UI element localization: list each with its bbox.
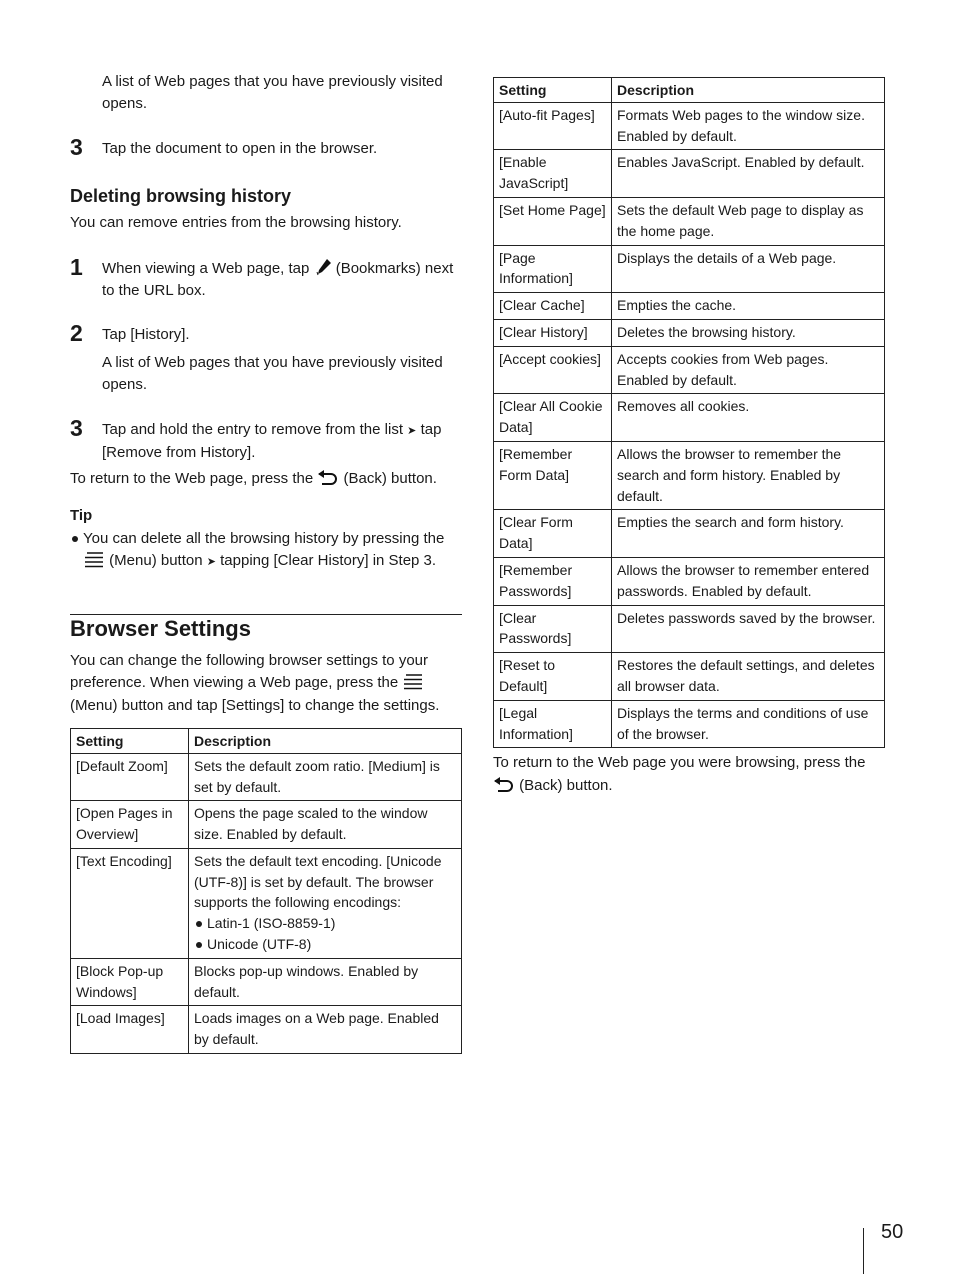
step bbox=[70, 320, 462, 396]
tip-mid: (Menu) button bbox=[109, 552, 203, 570]
setting-cell: [Legal Information] bbox=[494, 700, 612, 748]
description-cell bbox=[612, 510, 885, 558]
description-cell bbox=[612, 150, 885, 198]
step-text bbox=[102, 419, 462, 465]
right-column bbox=[493, 77, 885, 797]
tip-post: tapping [Clear History] in Step 3. bbox=[220, 552, 437, 570]
setting-cell: [Clear All Cookie Data] bbox=[494, 394, 612, 442]
table-row bbox=[71, 958, 462, 1006]
setting-cell: [Page Information] bbox=[494, 245, 612, 293]
description-text: Restores the default settings, and deletes all browser data. bbox=[617, 657, 875, 694]
page-number: 50 bbox=[881, 1221, 904, 1243]
right-return-pre: To return to the Web page you were browsing, press the bbox=[493, 754, 866, 772]
tip-pre: You can delete all the browsing history by pressing the bbox=[83, 529, 445, 547]
table-row bbox=[494, 346, 885, 394]
table-header-row bbox=[494, 78, 885, 103]
description-text: Sets the default text encoding. [Unicode (UTF-8)] is set by default. The browser supports the following encodings: bbox=[194, 852, 442, 911]
description-text: Sets the default zoom ratio. [Medium] is set by default. bbox=[194, 757, 440, 795]
description-text: Displays the details of a Web page. bbox=[617, 249, 837, 266]
description-text: Displays the terms and conditions of use of the browser. bbox=[617, 704, 869, 742]
back-icon bbox=[493, 776, 515, 793]
settings-table-right bbox=[493, 77, 885, 748]
table-row bbox=[494, 557, 885, 605]
page-number-divider bbox=[863, 1228, 864, 1274]
encoding-bullet: Unicode (UTF-8) bbox=[194, 934, 456, 955]
setting-cell: [Clear Form Data] bbox=[494, 510, 612, 558]
header-description: Description bbox=[189, 728, 462, 753]
description-cell bbox=[189, 801, 462, 849]
step-number: 3 bbox=[70, 133, 83, 160]
intro-text: A list of Web pages that you have previously visited opens. bbox=[102, 73, 443, 113]
step-text-pre: Tap and hold the entry to remove from the list bbox=[102, 420, 403, 438]
back-icon bbox=[317, 469, 339, 486]
description-cell bbox=[612, 245, 885, 293]
table-row bbox=[494, 293, 885, 320]
table-row bbox=[494, 653, 885, 701]
description-cell bbox=[612, 441, 885, 509]
table-row bbox=[494, 102, 885, 150]
table-row bbox=[71, 848, 462, 958]
encoding-bullet: Latin-1 (ISO-8859-1) bbox=[194, 913, 456, 934]
right-return-post: (Back) button. bbox=[519, 776, 613, 794]
table-row bbox=[71, 753, 462, 801]
description-text: Loads images on a Web page. Enabled by default. bbox=[194, 1010, 439, 1048]
description-text: Deletes the browsing history. bbox=[617, 323, 796, 340]
right-return-note bbox=[493, 752, 885, 797]
step bbox=[70, 414, 462, 465]
step-number: 2 bbox=[70, 320, 83, 347]
settings-intro bbox=[70, 650, 462, 717]
description-text: Empties the search and form history. bbox=[617, 514, 844, 531]
step-text bbox=[102, 258, 462, 303]
description-cell bbox=[189, 753, 462, 801]
browser-settings-heading: Browser Settings bbox=[70, 615, 251, 641]
description-text: Removes all cookies. bbox=[617, 398, 750, 415]
description-cell bbox=[612, 605, 885, 653]
header-setting: Setting bbox=[494, 78, 612, 103]
setting-cell: [Remember Passwords] bbox=[494, 557, 612, 605]
description-cell bbox=[189, 848, 462, 958]
step-text: Tap the document to open in the browser. bbox=[102, 139, 378, 157]
setting-cell: [Open Pages in Overview] bbox=[71, 801, 189, 849]
setting-cell: [Clear Passwords] bbox=[494, 605, 612, 653]
step-text-post: tap [Remove from History]. bbox=[102, 420, 442, 462]
table-row bbox=[71, 801, 462, 849]
description-cell bbox=[612, 700, 885, 748]
setting-cell: [Reset to Default] bbox=[494, 653, 612, 701]
description-text: Opens the page scaled to the window size. Enabled by default. bbox=[194, 805, 428, 843]
description-cell bbox=[612, 197, 885, 245]
description-text: Allows the browser to remember the search and form history. Enabled by default. bbox=[617, 445, 842, 504]
table-row bbox=[494, 197, 885, 245]
table-row bbox=[71, 1006, 462, 1054]
setting-cell: [Clear History] bbox=[494, 319, 612, 346]
header-description: Description bbox=[612, 78, 885, 103]
description-text: Blocks pop-up windows. Enabled by default. bbox=[194, 962, 419, 1000]
description-text: Allows the browser to remember entered passwords. Enabled by default. bbox=[617, 561, 870, 599]
return-note-pre: To return to the Web page, press the bbox=[70, 470, 314, 488]
description-cell bbox=[612, 557, 885, 605]
setting-cell: [Text Encoding] bbox=[71, 848, 189, 958]
settings-intro-post: (Menu) button and tap [Settings] to change the settings. bbox=[70, 696, 440, 714]
step-number: 1 bbox=[70, 253, 83, 280]
description-text: Empties the cache. bbox=[617, 297, 737, 314]
table-row bbox=[494, 441, 885, 509]
description-cell bbox=[612, 102, 885, 150]
return-note-post: (Back) button. bbox=[343, 470, 437, 488]
settings-intro-pre: You can change the following browser settings to your preference. When viewing a Web page, press the bbox=[70, 651, 429, 692]
menu-icon bbox=[83, 552, 105, 568]
step-result: A list of Web pages that you have previously visited opens. bbox=[102, 353, 443, 394]
arrow-right-icon: ➤ bbox=[407, 424, 417, 437]
header-setting: Setting bbox=[71, 728, 189, 753]
setting-cell: [Remember Form Data] bbox=[494, 441, 612, 509]
step-number: 3 bbox=[70, 414, 83, 441]
table-header-row bbox=[71, 728, 462, 753]
step-text-pre: When viewing a Web page, tap bbox=[102, 259, 310, 277]
setting-cell: [Load Images] bbox=[71, 1006, 189, 1054]
setting-cell: [Block Pop-up Windows] bbox=[71, 958, 189, 1006]
tip-heading: Tip bbox=[70, 506, 93, 524]
setting-cell: [Accept cookies] bbox=[494, 346, 612, 394]
description-text: Formats Web pages to the window size. Enabled by default. bbox=[617, 106, 865, 144]
arrow-right-icon: ➤ bbox=[206, 556, 216, 569]
section-intro: You can remove entries from the browsing history. bbox=[70, 214, 402, 232]
description-cell bbox=[189, 958, 462, 1006]
settings-table-left bbox=[70, 728, 462, 1054]
left-column bbox=[70, 71, 462, 1054]
bookmarks-icon bbox=[314, 258, 332, 276]
table-row bbox=[494, 319, 885, 346]
table-row bbox=[494, 245, 885, 293]
description-cell bbox=[612, 653, 885, 701]
table-row bbox=[494, 150, 885, 198]
step bbox=[70, 253, 462, 303]
description-cell bbox=[612, 319, 885, 346]
tip-item bbox=[70, 528, 462, 574]
setting-cell: [Clear Cache] bbox=[494, 293, 612, 320]
setting-cell: [Set Home Page] bbox=[494, 197, 612, 245]
table-row bbox=[494, 605, 885, 653]
section-heading: Deleting browsing history bbox=[70, 186, 292, 207]
description-cell bbox=[612, 394, 885, 442]
step bbox=[70, 133, 462, 160]
table-row bbox=[494, 700, 885, 748]
description-cell bbox=[189, 1006, 462, 1054]
menu-icon bbox=[402, 674, 424, 690]
description-cell bbox=[612, 293, 885, 320]
table-row bbox=[494, 394, 885, 442]
step-text: Tap [History]. bbox=[102, 326, 190, 344]
table-row bbox=[494, 510, 885, 558]
return-note bbox=[70, 468, 462, 490]
description-text: Deletes passwords saved by the browser. bbox=[617, 609, 876, 626]
description-text: Enables JavaScript. Enabled by default. bbox=[617, 154, 865, 171]
description-text: Accepts cookies from Web pages. Enabled by default. bbox=[617, 350, 829, 388]
description-text: Sets the default Web page to display as the home page. bbox=[617, 201, 864, 239]
setting-cell: [Enable JavaScript] bbox=[494, 150, 612, 198]
step-text-post: (Bookmarks) next to the URL box. bbox=[102, 259, 454, 300]
description-cell bbox=[612, 346, 885, 394]
setting-cell: [Auto-fit Pages] bbox=[494, 102, 612, 150]
setting-cell: [Default Zoom] bbox=[71, 753, 189, 801]
